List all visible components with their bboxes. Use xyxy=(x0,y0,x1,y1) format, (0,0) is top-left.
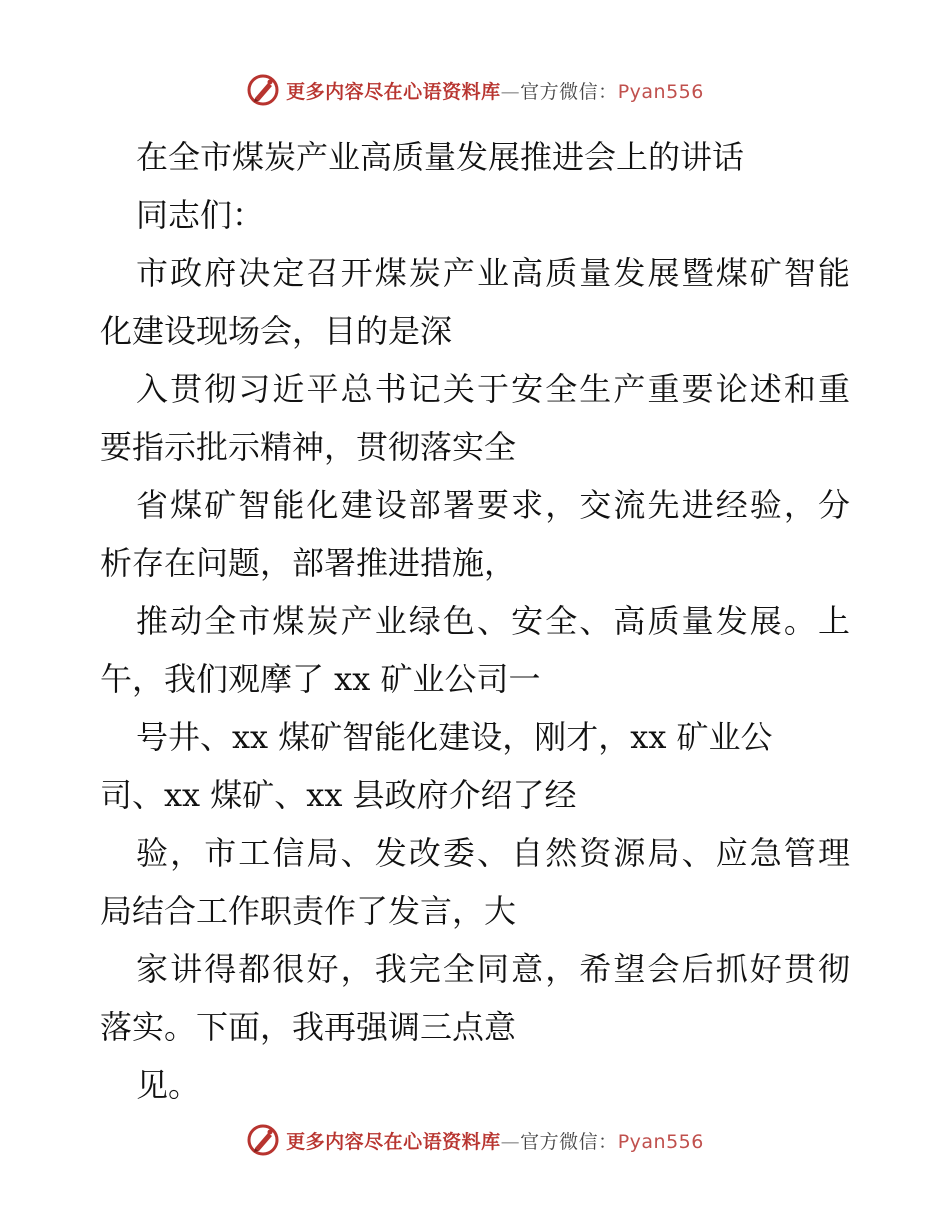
text-line: 入贯彻习近平总书记关于安全生产重要论述和重 xyxy=(136,370,850,408)
banner-wechat-label: 官方微信： xyxy=(520,80,618,103)
text-line: 析存在问题，部署推进措施， xyxy=(100,544,517,582)
text-line: 要指示批示精神，贯彻落实全 xyxy=(100,428,517,466)
text-line: 市政府决定召开煤炭产业高质量发展暨煤矿智能 xyxy=(136,254,850,292)
banner-wechat-id: Pyan556 xyxy=(617,1130,704,1153)
banner-dash: — xyxy=(500,1130,521,1153)
footer-banner xyxy=(0,1122,950,1158)
document-title: 在全市煤炭产业高质量发展推进会上的讲话 xyxy=(136,138,745,176)
text-line: 验，市工信局、发改委、自然资源局、应急管理 xyxy=(136,834,850,872)
banner-wechat-id: Pyan556 xyxy=(617,80,704,103)
text-line: 司、xx 煤矿、xx 县政府介绍了经 xyxy=(100,776,577,814)
header-banner xyxy=(0,72,950,108)
text-line: 推动全市煤炭产业绿色、安全、高质量发展。上 xyxy=(136,602,850,640)
document-body xyxy=(100,128,850,1114)
banner-dash: — xyxy=(500,80,521,103)
text-line: 局结合工作职责作了发言，大 xyxy=(100,892,517,930)
text-line: 化建设现场会，目的是深 xyxy=(100,312,453,350)
pen-logo-icon xyxy=(246,1123,280,1157)
pen-logo-icon xyxy=(246,73,280,107)
text-line: 省煤矿智能化建设部署要求，交流先进经验，分 xyxy=(136,486,850,524)
banner-main-text: 更多内容尽在心语资料库 xyxy=(286,1130,501,1153)
text-line: 见。 xyxy=(136,1066,201,1104)
text-line: 家讲得都很好，我完全同意，希望会后抓好贯彻 xyxy=(136,950,850,988)
banner-wechat-label: 官方微信： xyxy=(520,1130,618,1153)
banner-main-text: 更多内容尽在心语资料库 xyxy=(286,80,501,103)
text-line: 号井、xx 煤矿智能化建设，刚才，xx 矿业公 xyxy=(136,718,773,756)
text-line: 午，我们观摩了 xx 矿业公司一 xyxy=(100,660,541,698)
text-line: 落实。下面，我再强调三点意 xyxy=(100,1008,517,1046)
salutation: 同志们： xyxy=(136,196,265,234)
